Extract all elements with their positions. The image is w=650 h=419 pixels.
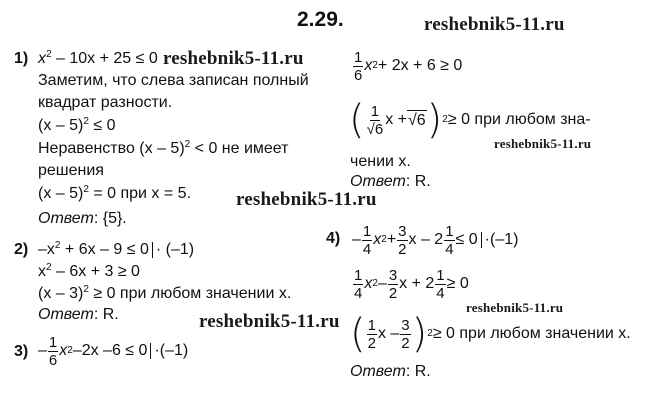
watermark: reshebnik5-11.ru bbox=[163, 48, 304, 69]
fraction: $\frac{1}{6}$ bbox=[48, 333, 58, 369]
answer: Ответ: R. bbox=[350, 363, 431, 380]
fraction: $\frac{1}{4}$ bbox=[445, 222, 454, 258]
equation: $x^2 - 6x + 3 \ge 0$ bbox=[38, 262, 140, 280]
watermark: reshebnik5-11.ru bbox=[199, 311, 340, 332]
text-line: Заметим, что слева записан полный bbox=[38, 72, 309, 89]
equation: (x – 3)$^2$ ≥ 0 при любом значении x. bbox=[38, 284, 292, 302]
fraction: $\frac{3}{2}$ bbox=[388, 266, 398, 302]
problem-number: 2.29. bbox=[297, 8, 344, 31]
fraction: $\frac{1}{2}$ bbox=[367, 316, 376, 352]
answer: Ответ: {5}. bbox=[38, 210, 127, 227]
part-number: 2) bbox=[14, 241, 29, 258]
part-number: 1) bbox=[14, 50, 29, 67]
fraction: $\frac{1}{√6}$ bbox=[366, 102, 384, 138]
watermark: reshebnik5-11.ru bbox=[466, 300, 564, 315]
fraction: $\frac{1}{6}$ bbox=[354, 48, 363, 84]
equation: $\frac{1}{6}$ x 2 + 2x + 6 ≥ 0 bbox=[354, 48, 463, 84]
text-line: квадрат разности. bbox=[38, 94, 173, 111]
equation: ( $\frac{1}{2}$ x – $\frac{3}{2}$ ) 2 ≥ 0 при любом значении x. bbox=[350, 311, 631, 357]
text-line: решения bbox=[38, 162, 104, 179]
part-number: 4) bbox=[326, 230, 341, 247]
equation: – $\frac{1}{6}$ x 2 –2x –6 ≤ 0 ·(–1) bbox=[38, 333, 189, 369]
fraction: $\frac{3}{2}$ bbox=[398, 222, 407, 258]
fraction: $\frac{3}{2}$ bbox=[401, 316, 410, 352]
answer: Ответ: R. bbox=[350, 173, 431, 190]
fraction: $\frac{1}{4}$ bbox=[354, 266, 363, 302]
fraction: $\frac{1}{4}$ bbox=[362, 222, 372, 258]
part-number: 3) bbox=[14, 343, 29, 360]
equation: $x^2 - 10x + 25 \le 0$ bbox=[38, 49, 158, 67]
equation: $\frac{1}{4}$ x 2 – $\frac{3}{2}$ x + 2 $\frac{1}{4}$ ≥ 0 bbox=[354, 266, 469, 302]
fraction: $\frac{1}{4}$ bbox=[436, 266, 445, 302]
equation: $-x^2 + 6x - 9 \le 0 \cdot (-1)$ bbox=[38, 240, 195, 258]
text-line: чении x. bbox=[350, 153, 411, 170]
equation: (x – 5)$^2$ ≤ 0 bbox=[38, 116, 116, 134]
equation: – $\frac{1}{4}$ x 2 + $\frac{3}{2}$ x – 2 $\frac{1}{4}$ ≤ 0 ·(–1) bbox=[352, 222, 519, 258]
answer: Ответ: R. bbox=[38, 306, 119, 323]
watermark: reshebnik5-11.ru bbox=[236, 189, 377, 210]
equation: ( $\frac{1}{√6}$ x + √6 ) 2 ≥ 0 при любом зна- bbox=[349, 97, 591, 143]
watermark: reshebnik5-11.ru bbox=[494, 136, 592, 151]
watermark: reshebnik5-11.ru bbox=[424, 14, 565, 35]
text-line: Неравенство (x – 5)$^2$ < 0 не имеет bbox=[38, 139, 289, 157]
equation: (x – 5)$^2$ = 0 при x = 5. bbox=[38, 184, 192, 202]
